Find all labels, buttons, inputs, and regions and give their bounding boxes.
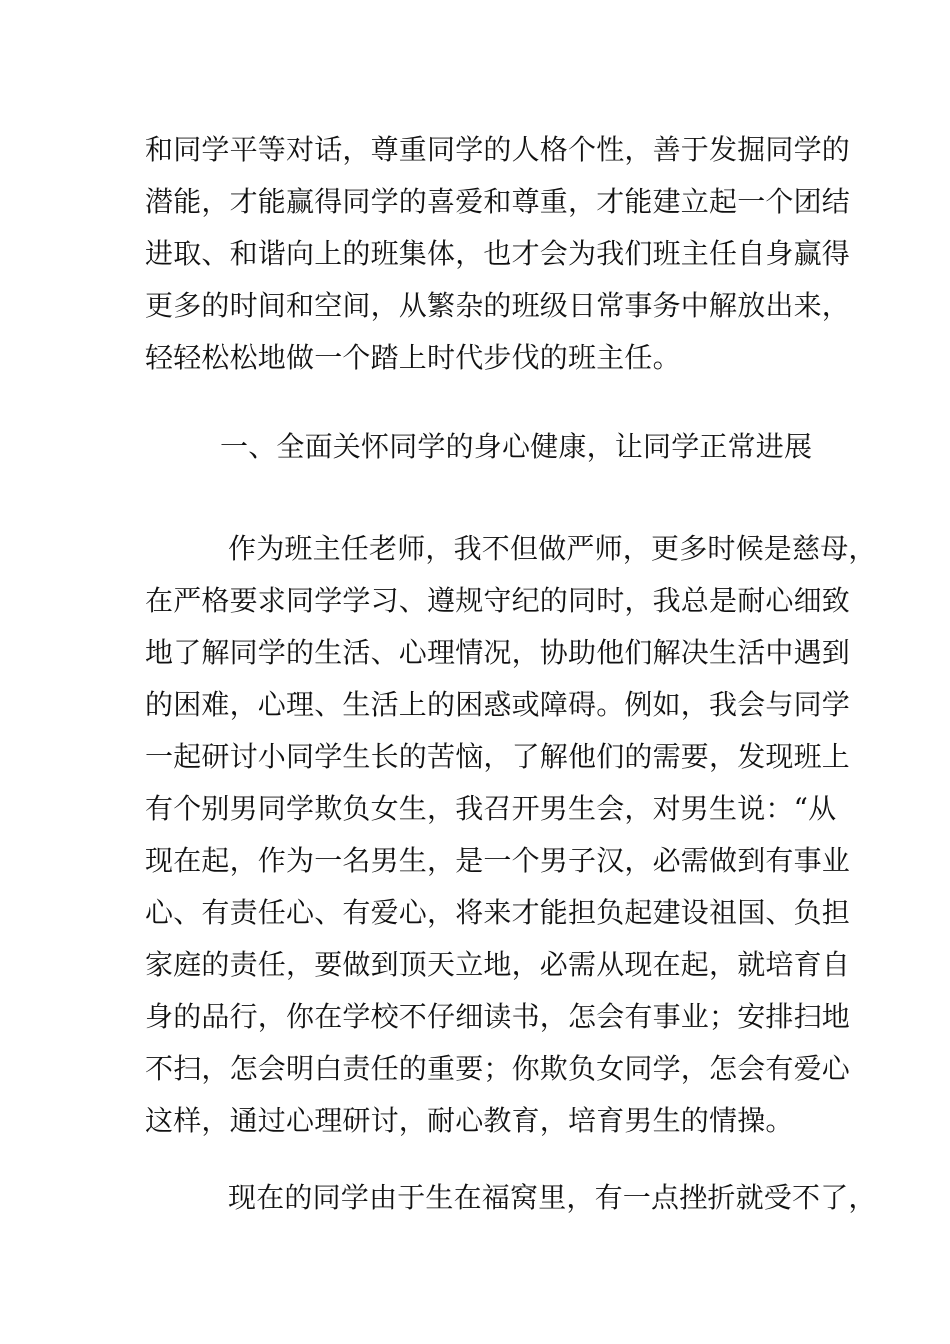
paragraph-2-line-9: 家庭的责任，要做到顶天立地，必需从现在起，就培育自 — [145, 948, 851, 981]
paragraph-1-line-4: 更多的时间和空间，从繁杂的班级日常事务中解放出来， — [145, 289, 851, 322]
paragraph-2-line-2: 在严格要求同学学习、遵规守纪的同时，我总是耐心细致 — [145, 584, 851, 617]
paragraph-1-line-5: 轻轻松松地做一个踏上时代步伐的班主任。 — [145, 341, 681, 374]
paragraph-2-line-3: 地了解同学的生活、心理情况，协助他们解决生活中遇到 — [145, 636, 851, 669]
paragraph-2-line-6: 有个别男同学欺负女生，我召开男生会，对男生说：“从 — [145, 792, 837, 825]
paragraph-2-line-7: 现在起，作为一名男生，是一个男子汉，必需做到有事业 — [145, 844, 851, 877]
paragraph-1-line-2: 潜能，才能赢得同学的喜爱和尊重，才能建立起一个团结 — [145, 185, 851, 218]
paragraph-3-line-1: 现在的同学由于生在福窝里，有一点挫折就受不了， — [228, 1181, 877, 1214]
paragraph-2-line-4: 的困难，心理、生活上的困惑或障碍。例如，我会与同学 — [145, 688, 851, 721]
paragraph-2-line-8: 心、有责任心、有爱心，将来才能担负起建设祖国、负担 — [145, 896, 851, 929]
paragraph-2-line-11: 不扫，怎会明白责任的重要；你欺负女同学，怎会有爱心 — [145, 1052, 851, 1085]
paragraph-2-line-5: 一起研讨小同学生长的苦恼，了解他们的需要，发现班上 — [145, 740, 851, 773]
paragraph-2-line-12: 这样，通过心理研讨，耐心教育，培育男生的情操。 — [145, 1104, 794, 1137]
paragraph-1-line-1: 和同学平等对话，尊重同学的人格个性，善于发掘同学的 — [145, 133, 851, 166]
paragraph-2-line-10: 身的品行，你在学校不仔细读书，怎会有事业；安排扫地 — [145, 1000, 851, 1033]
paragraph-1-line-3: 进取、和谐向上的班集体，也才会为我们班主任自身赢得 — [145, 237, 851, 270]
paragraph-2-line-1: 作为班主任老师，我不但做严师，更多时候是慈母， — [228, 532, 877, 565]
section-heading: 一、全面关怀同学的身心健康，让同学正常进展 — [220, 430, 813, 463]
